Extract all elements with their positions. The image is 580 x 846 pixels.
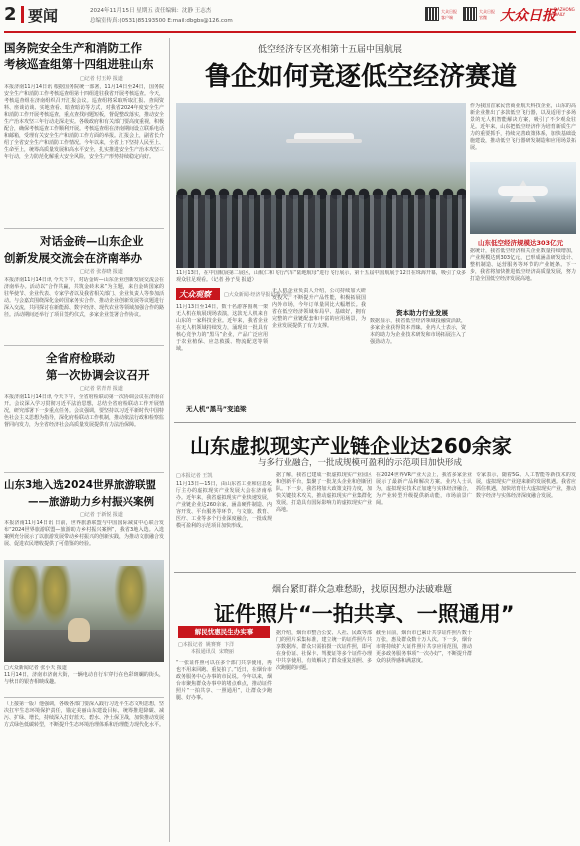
article-body: 11月13日至14日，数十名游客围观一架无人机在航展现场表演，这款无人机来自山东的一家科技企业。近年来，我省企业在无人机领域持续发力，涌现出一批具有核心竞争力的“黑马”企业，产品广泛应用于农业植保、应急救援、物流配送等领域。 bbox=[176, 304, 268, 352]
qr-label-app: 大众日报 客户端 bbox=[441, 9, 457, 20]
article-body: 本报济南11月14日讯 根据国务院统一部署，11月14日至24日，国务院安全生产和消防工作考核巡查组第十四组进驻我省开展考核巡查。今天，考核巡查组在济南组织召开汇报会议。巡查组将采取听取汇报、查阅资料、座谈访谈、实地查看、暗查暗访等方式，对我省2024年度安全生产和消防工作开展考核巡查，重点查找问题短板，督促整改落实，推动安全生产治本攻坚三年行动走深走实。各级政府和有关部门要高度重视，积极配合，确保考核巡查工作顺利开展。考核巡查组在济南期间设立联系电话和邮箱，受理有关安全生产和消防工作方面的举报。汇报会上，副省长介绍了全省安全生产和消防工作情况。今年以来，全省上下坚持人民至上、生命至上，统筹高质量发展和高水平安全，扎实推进安全生产治本攻坚三年行动，全力防范化解重大安全风险，安全生产形势持续稳定向好。 bbox=[4, 84, 164, 160]
article-body: 无人机企业负责人介绍，公司持续加大研发投入，不断提升产品性能，积极拓展国内外市场，今年订单量同比大幅增长。我省在低空经济领域布局早、基础好，拥有完整的产业链配套和丰富的应用场景，为企业发展提供了有力支撑。 bbox=[272, 288, 366, 329]
qr-code-icon bbox=[425, 7, 439, 21]
sub-headline: 山东低空经济规模达303亿元 bbox=[478, 239, 564, 247]
article-body: 本报济南11月14日讯 今天下午，全省府检联动第一次协调会议在济南召开。会议深入学习贯彻习近平法治思想，总结全省府检联动工作开展情况，研究部署下一步重点任务。会议强调，要坚持以习近平新时代中国特色社会主义思想为指导，深化府检联动工作机制，推动依法行政和检察监督同向发力，为全省经济社会高质量发展提供有力法治保障。 bbox=[4, 394, 164, 428]
section-marker bbox=[21, 6, 24, 23]
article-title: 对话金砖—山东企业 bbox=[40, 234, 144, 248]
issue-info: 2024年11月15日 星期五 责任编辑：沈静 王志杰 bbox=[90, 8, 212, 14]
header-rule bbox=[4, 31, 576, 33]
article-byline: □记者 张春晓 报道 bbox=[80, 269, 123, 275]
column-label: 大众观察 bbox=[176, 288, 220, 300]
article-body: 本报济南11月14日讯 今天下午，对话金砖—山东企业创新发展交流会在济南举办。活动以“合作共赢，共筑金砖未来”为主题，来自金砖国家的驻华使节、企业代表、专家学者以及我省相关部门、企业负责人等参加活动。与会嘉宾围绕深化金砖国家务实合作、推动企业创新发展等议题进行深入交流，共同探讨在新能源、数字经济、现代农业等领域加强合作的路径。活动期间还举行了项目签约仪式，多家企业签署合作协议。 bbox=[4, 277, 164, 318]
article-body: 据统计，我省低空经济相关企业数量持续增加，产业规模达到303亿元，已形成涵盖研发设计、整机制造、运营服务等环节的产业链条。下一步，我省将加快推进低空经济高质量发展，努力打造全国低空经济发展高地。 bbox=[470, 248, 576, 282]
article-byline: □记者 常青青 报道 bbox=[80, 386, 123, 392]
headline: 证件照片“一拍共享、一照通用” bbox=[214, 602, 515, 626]
headline: 鲁企如何竞逐低空经济赛道 bbox=[205, 62, 518, 92]
article-body: 在2024世界VR产业大会上，我省多家企业展示了最新产品和解决方案。业内人士认为，虚拟现实技术正加速与实体经济融合，为产业转型升级提供新动能，市场前景广阔。 bbox=[376, 472, 472, 506]
article-body: 专家表示，随着5G、人工智能等新技术的发展，虚拟现实产业迎来新的发展机遇。我省应抓住机遇，加快培育壮大虚拟现实产业，推动数字经济与实体经济深度融合发展。 bbox=[476, 472, 576, 499]
article-body: 本报济南11月14日讯 日前，世界旅游联盟与中国国际减贫中心联合发布“2024世界旅游联盟—旅游助力乡村振兴案例”，我省3地入选。入选案例充分展示了以旅游发展带动乡村振兴的创新实践，为推动文旅融合发展、促进农民增收提供了可借鉴的经验。 bbox=[4, 520, 164, 547]
qr-code-icon bbox=[463, 7, 477, 21]
article-body: 据介绍，烟台市整合公安、人社、民政等部门的照片采集标准，建立统一的证件照片共享数据库，群众只需拍摄一次证件照，即可在身份证、社保卡、驾驶证等多个证件办理中共享使用，有效解决了群众重复拍照、多次跑腿的问题。 bbox=[276, 630, 372, 671]
newspaper-logo: 大众日报 bbox=[500, 8, 556, 24]
divider bbox=[174, 422, 576, 423]
crowd bbox=[176, 195, 466, 268]
aircraft-photo bbox=[470, 162, 576, 234]
article-title: 第一次协调会议召开 bbox=[46, 368, 150, 382]
scooter-rider bbox=[68, 618, 90, 642]
article-title: 创新发展交流会在济南举办 bbox=[4, 251, 142, 265]
photo-caption: □大众新闻记者 张小天 报道 11月14日，济南市济南大街，一辆电动自行车穿行在色彩斑斓的街头，与秋日的银杏相映成趣。 bbox=[4, 665, 164, 685]
qr-label-weibo: 大众日报 官微 bbox=[479, 9, 495, 20]
section-title: 要闻 bbox=[28, 7, 59, 25]
article-title: 全省府检联动 bbox=[46, 351, 115, 365]
article-title: 山东3地入选2024世界旅游联盟 bbox=[4, 479, 157, 491]
article-body: 11月13日—15日，由山东省工业和信息化厅主办的虚拟现实产业发展大会在济南举办。近年来，我省虚拟现实产业快速发展，产业链企业达260余家，涵盖硬件制造、内容开发、平台服务等环节，与文旅、教育、医疗、工业等多个行业深度融合，一批成规模可盈利的示范项目加快形成。 bbox=[176, 481, 272, 529]
airshow-photo bbox=[176, 103, 466, 268]
continued-article-body: （上接第一版）他强调，各级各部门要深入践行习近平生态文明思想，坚决扛牢生态环境保护责任，锚定美丽山东建设目标，统筹推进降碳、减污、扩绿、增长，持续深入打好蓝天、碧水、净土保卫战，加快推动发展方式绿色低碳转型，不断提升生态环境治理体系和治理能力现代化水平。 bbox=[4, 701, 164, 728]
article-byline: □记者 付玉婷 报道 bbox=[80, 76, 123, 82]
article-byline: □本报记者 姚赛赛 卞洋 本报通讯员 宋晓丽 bbox=[178, 642, 235, 655]
divider bbox=[4, 697, 164, 698]
newspaper-logo-en: DAZHONG DAILY bbox=[554, 7, 575, 17]
aircraft bbox=[498, 186, 548, 196]
kicker: 烟台紧盯群众急难愁盼，找原因想办法破难题 bbox=[272, 585, 453, 595]
article-body: 据了解，我省已建成一批虚拟现实产业园区和创新平台，集聚了一批龙头企业和创新团队。下一步，我省将加大政策支持力度，加快关键技术攻关，推动虚拟现实产业集群化发展，打造具有国际影响力的虚拟现实产业高地。 bbox=[276, 472, 372, 513]
street-photo bbox=[4, 560, 164, 662]
divider bbox=[4, 472, 164, 473]
article-title: 考核巡查组第十四组进驻山东 bbox=[4, 57, 154, 71]
kicker: 低空经济专区亮相第十五届中国航展 bbox=[258, 45, 403, 55]
article-byline: □本报记者 王凯 bbox=[176, 473, 213, 479]
headline: 山东虚拟现实产业链企业达260余家 bbox=[190, 434, 512, 458]
article-body: 数据显示，我省低空经济领域投融资活跃，多家企业获得资本青睐。业内人士表示，资本的助力为企业技术研发和市场拓展注入了强劲动力。 bbox=[370, 318, 466, 345]
article-title: 国务院安全生产和消防工作 bbox=[4, 41, 142, 55]
column-byline: □大众新闻·经济导报记者 高洁 bbox=[224, 292, 292, 298]
column-label: 解民忧惠民生办实事 bbox=[178, 626, 270, 638]
article-body: “一张证件照可以在多个部门共享使用，再也不用来回跑、重复拍了。”近日，在烟台市政务服务中心办事的市民说。今年以来，烟台市聚焦群众办事中的堵点难点，推动证件照片“一拍共享、一照通用”，让群众少跑腿、好办事。 bbox=[176, 660, 272, 701]
article-body: 作为我国首家民营商业航天科技企业，山东的高新企业推出了多款低空飞行器，以及适用于多场景的无人机智能解决方案，吸引了不少观众驻足。近年来，山东把低空经济作为培育新质生产力的重要抓手，持续完善政策体系，加快基础设施建设，推动低空飞行器研发制造和应用场景拓展。 bbox=[470, 103, 576, 151]
article-body: 截至目前，烟台市已累计共享证件照片数十万张，惠及群众数十万人次。下一步，烟台市将持续扩大证件照片共享应用范围，推动更多政务服务事项“一次办好”，不断提升群众的获得感和满意度。 bbox=[376, 630, 472, 664]
sub-headline: 无人机“黑马”变追梁 bbox=[186, 405, 247, 413]
page-number: 2 bbox=[4, 4, 17, 25]
column-divider bbox=[169, 38, 170, 842]
divider bbox=[4, 228, 164, 229]
divider bbox=[4, 345, 164, 346]
article-title: ——旅游助力乡村振兴案例 bbox=[28, 496, 154, 508]
sub-headline: 资本助力行业发展 bbox=[396, 309, 448, 317]
divider bbox=[174, 572, 576, 573]
subhead: 与多行业融合，一批成规模可盈利的示范项目加快形成 bbox=[258, 458, 463, 468]
contact-info: 总编室传真:(0531)85193500 E:mail:dbgbs@126.com bbox=[90, 18, 233, 24]
photo-caption: 11月13日，在中国航展第二展区，山航仁和飞行汽车“陆地航母”进行飞行展示，第十五届中国航展于12日在珠海开幕，吸引了众多观众驻足观看。（记者 孙子旻 报道） bbox=[176, 270, 466, 283]
article-byline: □记者 于新悦 报道 bbox=[80, 512, 123, 518]
masthead bbox=[4, 4, 576, 32]
